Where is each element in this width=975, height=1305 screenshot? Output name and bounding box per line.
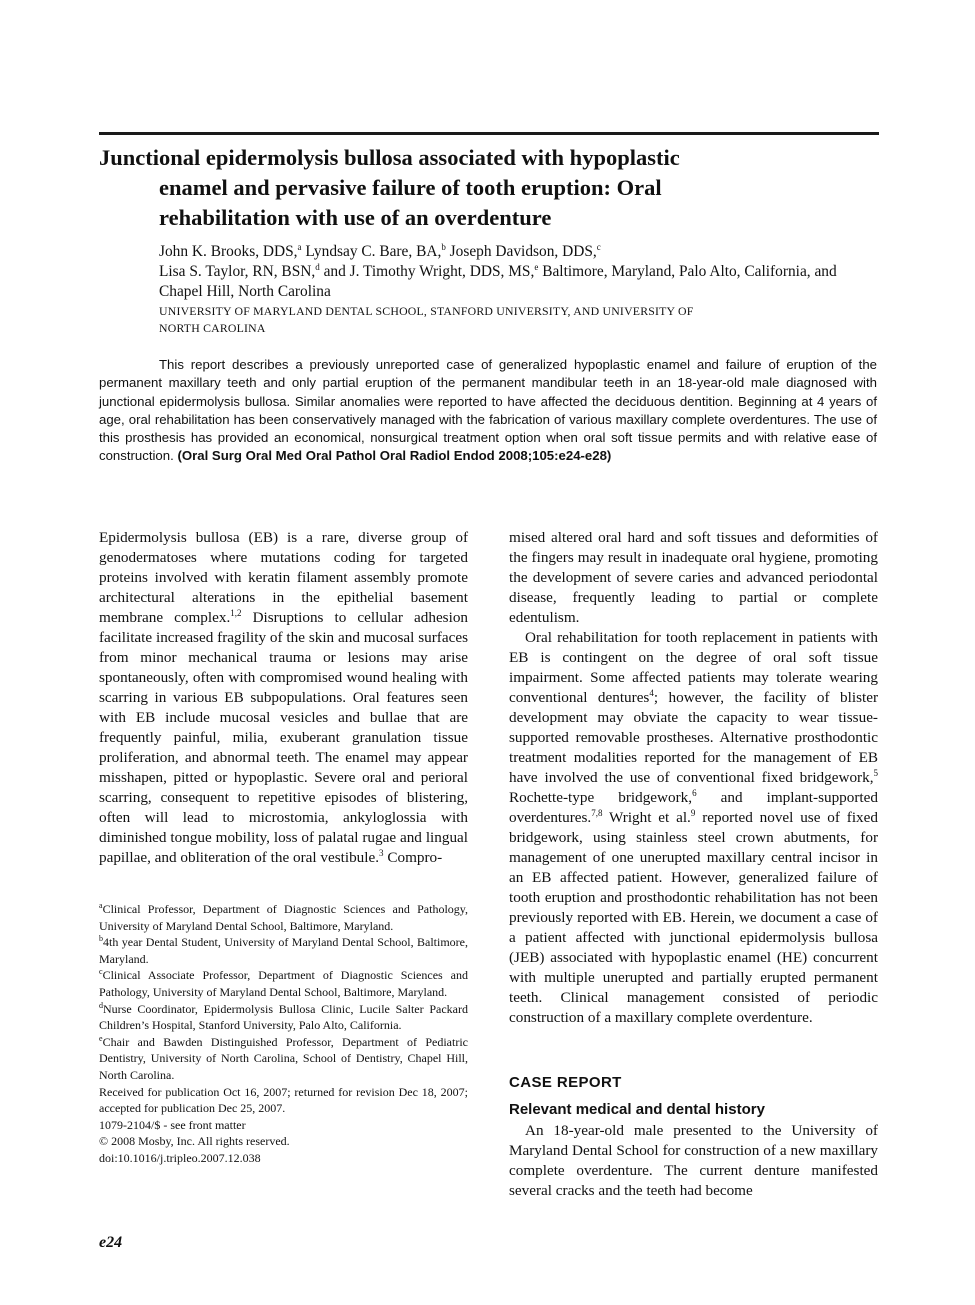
- right-paragraph-2: [509, 628, 878, 1028]
- footnote-e-sup: e: [99, 1033, 103, 1043]
- author-locations: Baltimore, Maryland, Palo Alto, California, and Chapel Hill, North Carolina: [159, 263, 837, 300]
- footnote-b: [99, 934, 468, 967]
- title-rule: [99, 132, 879, 135]
- affiliation-line-2: NORTH CAROLINA: [159, 321, 266, 335]
- title-line-3: rehabilitation with use of an overdenture: [159, 205, 552, 230]
- right-paragraph-1: mised altered oral hard and soft tissues and deformities of the fingers may result in inadequate oral hygiene, promoting the development of severe caries and advanced periodontal disease, frequently leading to partial or complete edentulism.: [509, 529, 878, 626]
- footnote-a-sup: a: [99, 901, 103, 910]
- left-column: [99, 528, 468, 868]
- author-5-sup: e: [534, 262, 539, 272]
- intro-paragraph: [99, 528, 468, 868]
- rp2-text-a: Oral rehabilitation for tooth replacement in patients with EB is contingent on the degree of oral soft tissue impairment. Some affected patients may tolerate wearing conventional dentures: [509, 629, 878, 706]
- author-5: and J. Timothy Wright, DDS, MS,: [319, 263, 535, 280]
- footnote-d-text: Nurse Coordinator, Epidermolysis Bullosa Clinic, Lucile Salter Packard Children’s Hospital, Stanford University, Palo Alto, California.: [99, 1001, 468, 1033]
- footnote-c-sup: c: [99, 967, 103, 977]
- issn: 1079-2104/$ - see front matter: [99, 1117, 246, 1132]
- right-paragraph-3: An 18-year-old male presented to the University of Maryland Dental School for construction of a new maxillary complete overdenture. The current denture manifested several cracks and the teeth had become: [509, 1122, 878, 1199]
- affiliation: [159, 303, 799, 337]
- abstract-citation: (Oral Surg Oral Med Oral Pathol Oral Radiol Endod 2008;105:e24-e28): [177, 448, 612, 464]
- rp2-text-d: and implant-supported overdentures.: [509, 789, 878, 826]
- ref-6[interactable]: 6: [692, 788, 697, 798]
- ref-3[interactable]: 3: [379, 848, 384, 858]
- doi[interactable]: doi:10.1016/j.tripleo.2007.12.038: [99, 1150, 261, 1165]
- ref-1-2[interactable]: 1,2: [230, 608, 242, 618]
- abstract-text: This report describes a previously unreported case of generalized hypoplastic enamel and failure of eruption of the permanent maxillary teeth and only partial eruption of the permanent mandibular teeth in an 18-year-old male diagnosed with junctional epidermolysis bullosa. Similar anomalies were reported to have affected the deciduous dentition. Beginning at 4 years of age, oral rehabilitation has been conservatively managed with the fabrication of various maxillary complete overdentures. The use of this prosthesis has provided an economical, nonsurgical treatment option when oral soft tissue permits and with relative ease of construction.: [99, 357, 877, 464]
- medical-history-heading: Relevant medical and dental history: [509, 1101, 765, 1118]
- author-3: Joseph Davidson, DDS,: [445, 243, 597, 260]
- footnote-a: [99, 901, 468, 934]
- title-line-1: Junctional epidermolysis bullosa associated with hypoplastic: [99, 145, 680, 170]
- ref-7-8[interactable]: 7,8: [591, 808, 603, 818]
- rp2-text-e: Wright et al.: [602, 809, 691, 826]
- ref-9[interactable]: 9: [690, 808, 696, 818]
- author-1-sup: a: [297, 242, 302, 252]
- footnote-c-text: Clinical Associate Professor, Department of Diagnostic Sciences and Pathology, University of Maryland Dental School, Baltimore, Maryland.: [99, 968, 468, 999]
- copyright: © 2008 Mosby, Inc. All rights reserved.: [99, 1134, 290, 1149]
- footnote-a-text: Clinical Professor, Department of Diagnostic Sciences and Pathology, University of Maryland Dental School, Baltimore, Maryland.: [99, 902, 468, 933]
- right-column-continued: [509, 1121, 878, 1201]
- footnote-e: [99, 1034, 468, 1084]
- footnote-b-text: 4th year Dental Student, University of Maryland Dental School, Baltimore, Maryland.: [99, 935, 468, 966]
- case-report-heading: CASE REPORT: [509, 1074, 622, 1091]
- author-2-sup: b: [441, 242, 446, 252]
- author-2: Lyndsay C. Bare, BA,: [301, 243, 442, 260]
- right-column: [509, 528, 878, 1028]
- rp2-text-c: Rochette-type bridgework,: [509, 789, 693, 806]
- footnote-e-text: Chair and Bawden Distinguished Professor, Department of Pediatric Dentistry, University of North Carolina, School of Dentistry, Chapel Hill, North Carolina.: [99, 1034, 468, 1082]
- received-dates: Received for publication Oct 16, 2007; returned for revision Dec 18, 2007; accepted for publication Dec 25, 2007.: [99, 1084, 468, 1116]
- intro-text-3: Compro-: [383, 849, 443, 866]
- intro-text-2: Disruptions to cellular adhesion facilitate increased fragility of the skin and mucosal surfaces from minor mechanical trauma or lesions may arise spontaneously, often with compromised wound healing with scarring in various EB subpopulations. Oral features seen with EB include mucosal vesicles and bullae that are frequently painful, milia, exuberant granulation tissue proliferation, and abnormal teeth. The enamel may appear misshapen, pitted or hypoplastic. Severe oral and perioral scarring, consequent to repetitive episodes of blistering, often will lead to microstomia, ankyloglossia with diminished tongue mobility, loss of palatal rugae and lingual papillae, and obliteration of the oral vestibule.: [99, 609, 469, 866]
- page-number: e24: [99, 1234, 123, 1251]
- author-4-sup: d: [315, 262, 320, 272]
- author-1: John K. Brooks, DDS,: [159, 243, 298, 260]
- intro-text-1: Epidermolysis bullosa (EB) is a rare, diverse group of genodermatoses where mutations coding for targeted proteins involved with keratin filament assembly promote architectural alterations in the epithelial basement membrane complex.: [99, 529, 468, 626]
- footnote-b-sup: b: [99, 934, 103, 944]
- author-list: [159, 242, 839, 302]
- footnote-d-sup: d: [99, 1000, 103, 1010]
- author-4: Lisa S. Taylor, RN, BSN,: [159, 263, 316, 280]
- rp2-text-f: reported novel use of fixed bridgework, using stainless steel crown abutments, for management of one unerupted maxillary central incisor in an EB affected patient. However, generalized failure of tooth eruption and prosthodontic rehabilitation has not been previously reported with EB. Herein, we document a case of a patient affected with junctional epidermolysis bullosa (JEB) associated with hypoplastic enamel (HE) concurrent with multiple unerupted and partially erupted permanent teeth. Clinical management consisted of periodic construction of a maxillary complete overdenture.: [509, 809, 878, 1026]
- footnote-d: [99, 1001, 468, 1034]
- footnote-c: [99, 967, 468, 1000]
- footnotes: [99, 901, 468, 1167]
- rp2-text-b: ; however, the facility of blister development may obviate the capacity to wear tissue-supported removable prostheses. Alternative prosthodontic treatment modalities reported for the management of EB have involved the use of conventional fixed bridgework,: [509, 689, 878, 786]
- abstract: [99, 356, 877, 466]
- affiliation-line-1: UNIVERSITY OF MARYLAND DENTAL SCHOOL, STANFORD UNIVERSITY, AND UNIVERSITY OF: [159, 304, 694, 318]
- title-line-2: enamel and pervasive failure of tooth eruption: Oral: [159, 175, 662, 200]
- ref-5[interactable]: 5: [873, 768, 878, 778]
- ref-4[interactable]: 4: [649, 688, 654, 698]
- article-title: [99, 143, 799, 233]
- author-3-sup: c: [596, 242, 601, 252]
